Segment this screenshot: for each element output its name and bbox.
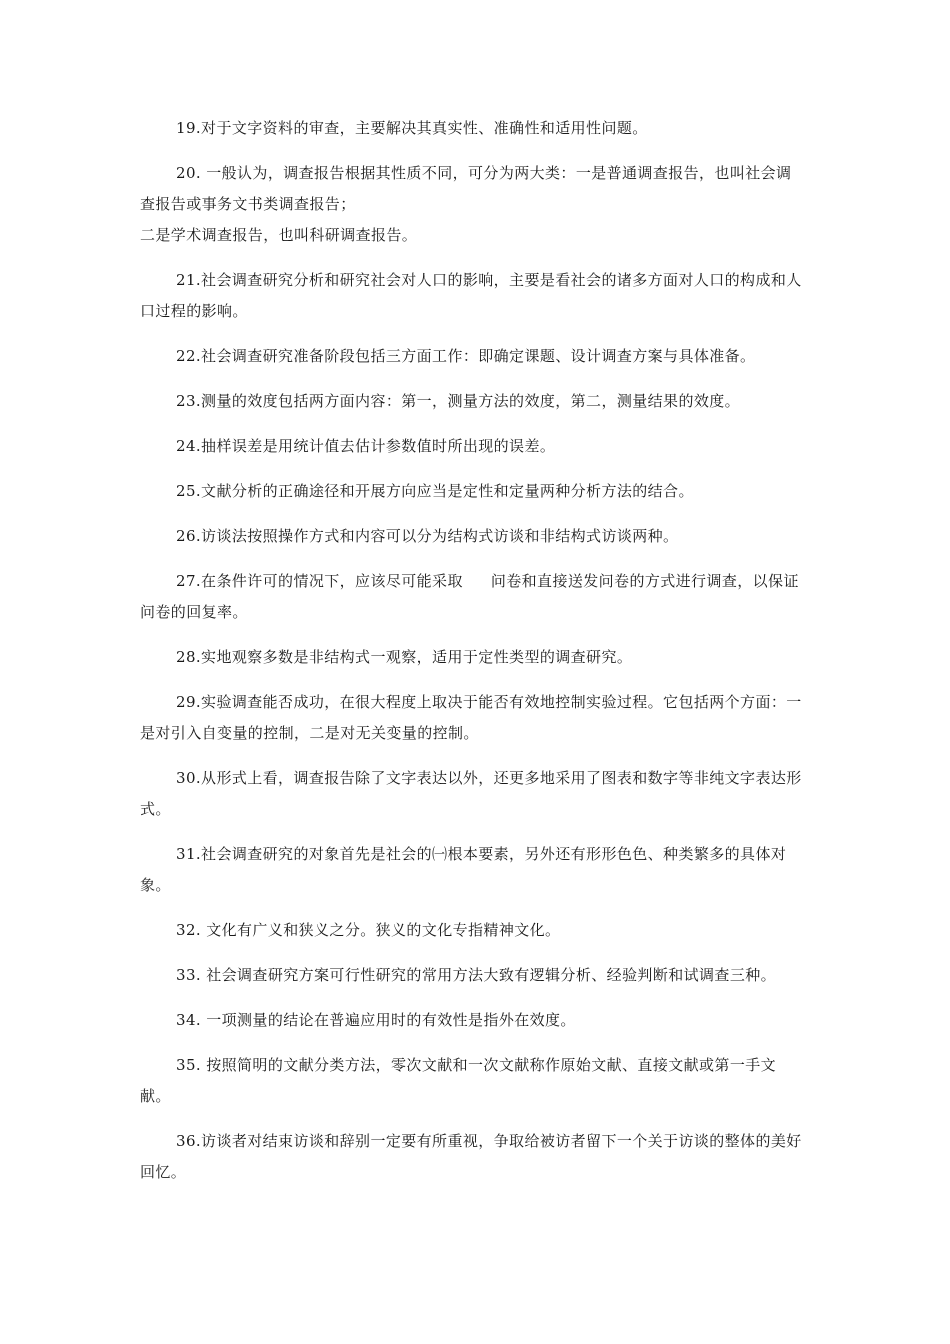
item-29: [140, 687, 805, 749]
item-34-text: 34. 一项测量的结论在普遍应用时的有效性是指外在效度。: [176, 1011, 576, 1029]
document-body: [140, 113, 805, 1202]
item-19: [140, 113, 805, 144]
item-30-text: 30.从形式上看，调查报告除了文字表达以外，还更多地采用了图表和数字等非纯文字表达形式。: [140, 769, 802, 818]
item-34: [140, 1005, 805, 1036]
item-31-text: 31.社会调查研究的对象首先是社会的㈠根本要素，另外还有形形色色、种类繁多的具体对象。: [140, 845, 787, 894]
item-36: [140, 1126, 805, 1188]
item-20: [140, 158, 805, 251]
item-35-text: 35. 按照简明的文献分类方法，零次文献和一次文献称作原始文献、直接文献或第一手文献。: [140, 1056, 777, 1105]
item-33-text: 33. 社会调查研究方案可行性研究的常用方法大致有逻辑分析、经验判断和试调查三种。: [176, 966, 777, 984]
item-24: [140, 431, 805, 462]
item-19-text: 19.对于文字资料的审查，主要解决其真实性、准确性和适用性问题。: [176, 119, 648, 137]
item-36-text: 36.访谈者对结束访谈和辞别一定要有所重视，争取给被访者留下一个关于访谈的整体的美好回忆。: [140, 1132, 802, 1181]
item-26: [140, 521, 805, 552]
item-28: [140, 642, 805, 673]
item-27-text-a: 27.在条件许可的情况下，应该尽可能采取: [176, 572, 463, 590]
item-35: [140, 1050, 805, 1112]
item-30: [140, 763, 805, 825]
item-27: [140, 566, 805, 628]
item-33: [140, 960, 805, 991]
item-32: [140, 915, 805, 946]
item-23-text: 23.测量的效度包括两方面内容：第一，测量方法的效度，第二，测量结果的效度。: [176, 392, 741, 410]
item-26-text: 26.访谈法按照操作方式和内容可以分为结构式访谈和非结构式访谈两种。: [176, 527, 679, 545]
item-29-text: 29.实验调查能否成功，在很大程度上取决于能否有效地控制实验过程。它包括两个方面：一是对引入自变量的控制，二是对无关变量的控制。: [140, 693, 802, 742]
item-22-text: 22.社会调查研究准备阶段包括三方面工作：即确定课题、设计调查方案与具体准备。: [176, 347, 756, 365]
item-20-text: 20. 一般认为，调查报告根据其性质不同，可分为两大类：一是普通调查报告，也叫社会调查报告或事务文书类调查报告；: [140, 164, 792, 213]
item-25-text: 25.文献分析的正确途径和开展方向应当是定性和定量两种分析方法的结合。: [176, 482, 694, 500]
item-31: [140, 839, 805, 901]
item-25: [140, 476, 805, 507]
item-22: [140, 341, 805, 372]
item-24-text: 24.抽样误差是用统计值去估计参数值时所出现的误差。: [176, 437, 556, 455]
item-32-text: 32. 文化有广义和狭义之分。狭义的文化专指精神文化。: [176, 921, 561, 939]
item-20-extra: 二是学术调查报告，也叫科研调查报告。: [140, 226, 418, 244]
item-21: [140, 265, 805, 327]
item-27-text-b: 问卷和直接送发问卷的方式进行调查，以保证问卷的回复率。: [140, 572, 799, 621]
item-23: [140, 386, 805, 417]
item-21-text: 21.社会调查研究分析和研究社会对人口的影响，主要是看社会的诸多方面对人口的构成和人口过程的影响。: [140, 271, 802, 320]
item-28-text: 28.实地观察多数是非结构式一观察，适用于定性类型的调查研究。: [176, 648, 633, 666]
